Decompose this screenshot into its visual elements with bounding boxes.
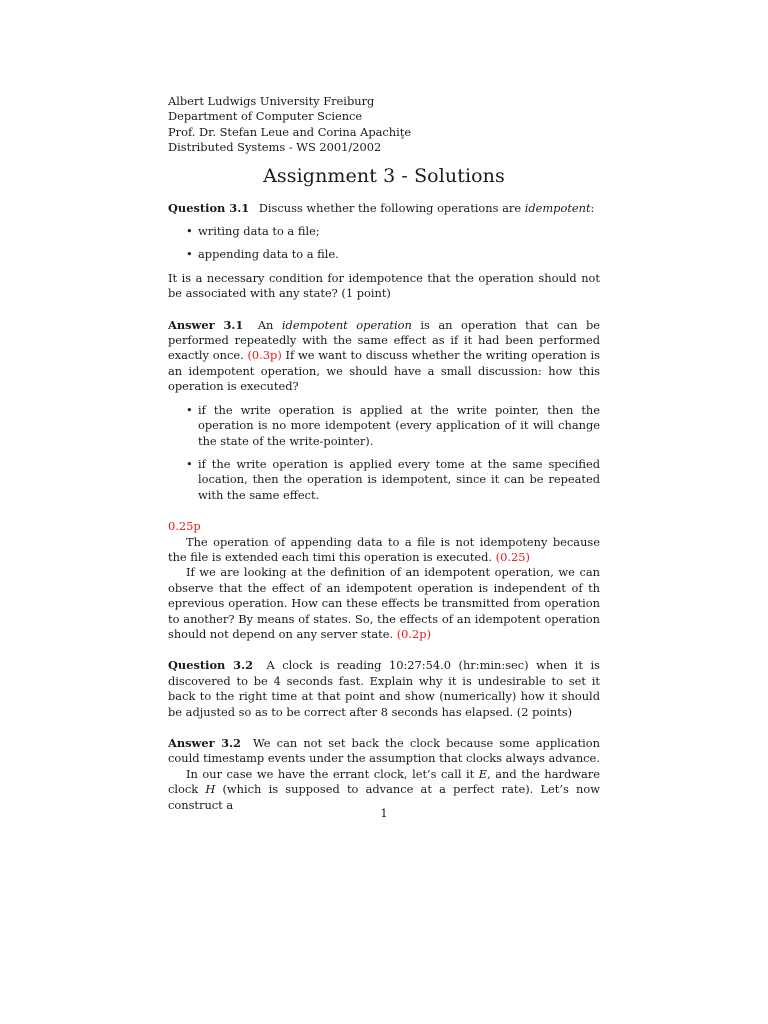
question-3-1-text: Discuss whether the following operations are (258, 200, 525, 215)
list-item-text: appending data to a file. (198, 247, 339, 262)
instructors: Prof. Dr. Stefan Leue and Corina Apachiţe (168, 124, 412, 139)
bullet-icon: • (186, 224, 193, 239)
bullet-icon: • (186, 247, 193, 262)
list-item-text: if the write operation is applied at the write pointer, then the operation is no more idempotent (every application of it will change the state of the write-pointer). (198, 402, 600, 448)
math-variable: E (478, 766, 488, 781)
list-item (186, 456, 600, 503)
answer-text: , and the hardware clock (168, 766, 600, 797)
answer-3-1-label: Answer 3.1 (168, 317, 244, 332)
question-3-1 (168, 201, 600, 216)
score-paren: ) (426, 626, 432, 641)
course-header (168, 94, 600, 156)
answer-text: If we are looking at the definition of an idempotent operation, we can observe that the effect of an idempotent operation is independent of th eprevious operation. How can these effects be transmitted from operation to another? By means of states. So, the effects of an idempotent operation should not depend on any server state. (168, 565, 600, 641)
question-3-2-label: Question 3.2 (168, 658, 254, 673)
answer-text: The operation of appending data to a file is not idempoteny because the file is extended each timi this operation is executed. (168, 534, 600, 564)
bullet-icon: • (186, 456, 193, 471)
question-3-1-colon: : (590, 200, 595, 215)
question-3-2-text: A clock is reading 10:27:54.0 (hr:min:sec) when it is discovered to be 4 seconds fast. Explain why it is undesirable to set it back to the right time at that point and show (numerically) how it should be adjusted so as to be correct after 8 seconds has elapsed. (2 points) (168, 658, 601, 719)
university-name: Albert Ludwigs University Freiburg (168, 94, 375, 108)
score-mark: 0.25p (168, 519, 201, 534)
answer-paragraph (168, 535, 600, 566)
answer-text: (which is supposed to advance at a perfect rate). Let’s now construct a (168, 782, 600, 812)
list-item (186, 402, 600, 449)
answer-paragraph (168, 565, 600, 642)
page-title: Assignment 3 - Solutions (263, 164, 505, 187)
answer-text: is an operation that can be performed repeatedly with the same effect as if it had been performed exactly once. (168, 317, 600, 363)
answer-3-1-list (168, 403, 600, 503)
list-item-text: if the write operation is applied every tome at the same specified location, then the operation is idempotent, since it can be repeated with the same effect. (198, 456, 600, 502)
page-number: 1 (380, 806, 388, 820)
list-item (186, 224, 600, 239)
course-term: Distributed Systems - WS 2001/2002 (168, 140, 382, 155)
score-paren: ( (495, 549, 501, 564)
math-variable: H (205, 782, 216, 797)
answer-3-1 (168, 318, 600, 395)
score-paren: ( (247, 348, 252, 363)
score-mark: 0.25 (500, 549, 526, 564)
question-3-1-followup: It is a necessary condition for idempotence that the operation should not be associated with any state? (1 point) (168, 270, 600, 301)
bullet-icon: • (186, 402, 193, 417)
answer-3-2 (168, 736, 600, 767)
answer-text: In our case we have the errant clock, let’s call it (186, 766, 479, 781)
answer-text: We can not set back the clock because some application could timestamp events under the assumption that clocks always advance. (168, 736, 601, 766)
question-3-2 (168, 658, 600, 720)
score-paren: ) (277, 348, 282, 363)
question-3-1-label: Question 3.1 (168, 200, 250, 215)
question-3-1-emphasis: idempotent (524, 200, 591, 215)
score-paren: ( (396, 626, 402, 641)
answer-text: If we want to discuss whether the writing operation is an idempotent operation, we should have a small discussion: how this operation is executed? (168, 348, 600, 394)
answer-emphasis: idempotent operation (281, 317, 412, 332)
list-item-text: writing data to a file; (198, 224, 320, 239)
question-3-1-list (168, 224, 600, 263)
department-name: Department of Computer Science (168, 109, 363, 124)
score-mark: 0.3p (251, 348, 278, 363)
answer-3-2-label: Answer 3.2 (168, 736, 241, 750)
list-item (186, 247, 600, 262)
score-paren: ) (525, 549, 530, 564)
score-mark: 0.2p (401, 626, 427, 641)
document-page (168, 94, 600, 813)
answer-text: An (257, 317, 282, 332)
